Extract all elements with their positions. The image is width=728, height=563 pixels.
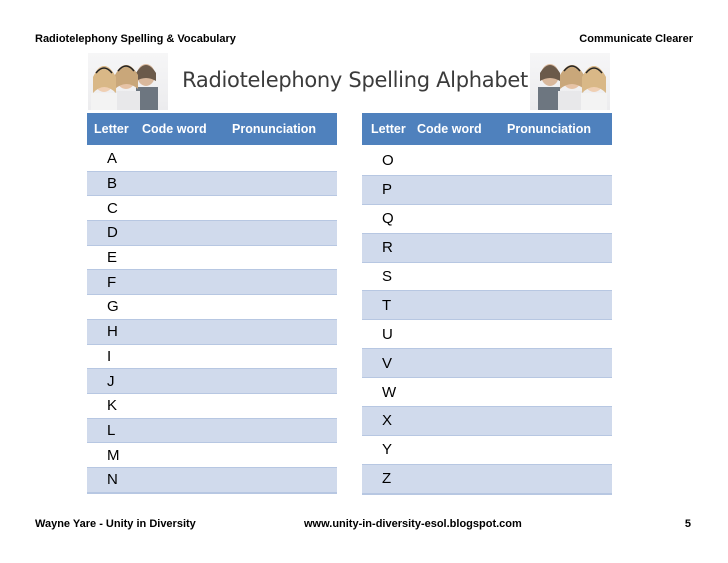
letter-cell: C [107,199,118,217]
table-row [87,419,337,444]
table-row [87,443,337,468]
operators-photo-right [530,53,610,110]
spelling-table-o-to-z [362,113,612,495]
table-row [87,295,337,320]
table-header-row [362,113,612,147]
table-row [87,394,337,419]
letter-cell: X [382,412,393,430]
table-row [362,378,612,407]
letter-cell: T [382,296,392,314]
footer-author: Wayne Yare - Unity in Diversity [35,518,196,530]
letter-cell: B [107,175,118,193]
table-row [87,196,337,221]
letter-cell: A [107,150,118,168]
letter-cell: W [382,383,397,401]
column-header-letter: Letter [94,122,129,136]
table-row [362,205,612,234]
table-body [362,147,612,494]
table-row [362,320,612,349]
table-row [87,172,337,197]
letter-cell: J [107,372,115,390]
table-row [362,291,612,320]
page-title: Radiotelephony Spelling Alphabet [182,68,528,92]
letter-cell: S [382,268,393,285]
column-header-pronunciation: Pronunciation [507,122,592,136]
table-row [87,369,337,394]
operators-photo-left [88,53,168,110]
letter-cell: G [107,298,119,316]
footer-page-number: 5 [684,518,691,530]
letter-cell: P [382,181,393,199]
table-row [87,320,337,345]
letter-cell: O [382,152,394,170]
letter-cell: D [107,224,118,242]
spelling-table-a-to-n [87,113,337,494]
letter-cell: R [382,239,393,257]
letter-cell: N [107,471,118,489]
letter-cell: L [107,421,116,439]
letter-cell: V [382,354,393,372]
letter-cell: Z [382,470,392,488]
column-header-letter: Letter [371,122,406,136]
header-left-title: Radiotelephony Spelling & Vocabulary [35,33,236,45]
table-row [362,234,612,263]
column-header-pronunciation: Pronunciation [232,122,317,136]
table-row [87,468,337,493]
table-row [362,176,612,205]
table-row [362,147,612,176]
table-row [87,345,337,370]
letter-cell: H [107,323,118,341]
table-row [362,349,612,378]
operators-photo-right-graphic [530,53,610,110]
letter-cell: E [107,249,118,267]
operators-photo-left-graphic [88,53,168,110]
table-row [87,246,337,271]
column-header-code-word: Code word [417,122,482,136]
letter-cell: I [107,347,112,365]
letter-cell: K [107,397,118,415]
table-row [362,263,612,292]
table-body [87,147,337,493]
column-header-code-word: Code word [142,122,207,136]
table-header-row [87,113,337,147]
table-row [362,436,612,465]
letter-cell: Q [382,210,394,228]
table-row [87,270,337,295]
letter-cell: F [107,273,117,291]
letter-cell: M [107,446,120,464]
table-row [87,147,337,172]
letter-cell: U [382,325,393,343]
table-row [362,465,612,494]
table-row [87,221,337,246]
table-row [362,407,612,436]
letter-cell: Y [382,441,393,459]
footer-url: www.unity-in-diversity-esol.blogspot.com [304,518,522,530]
header-right-title: Communicate Clearer [579,33,693,45]
